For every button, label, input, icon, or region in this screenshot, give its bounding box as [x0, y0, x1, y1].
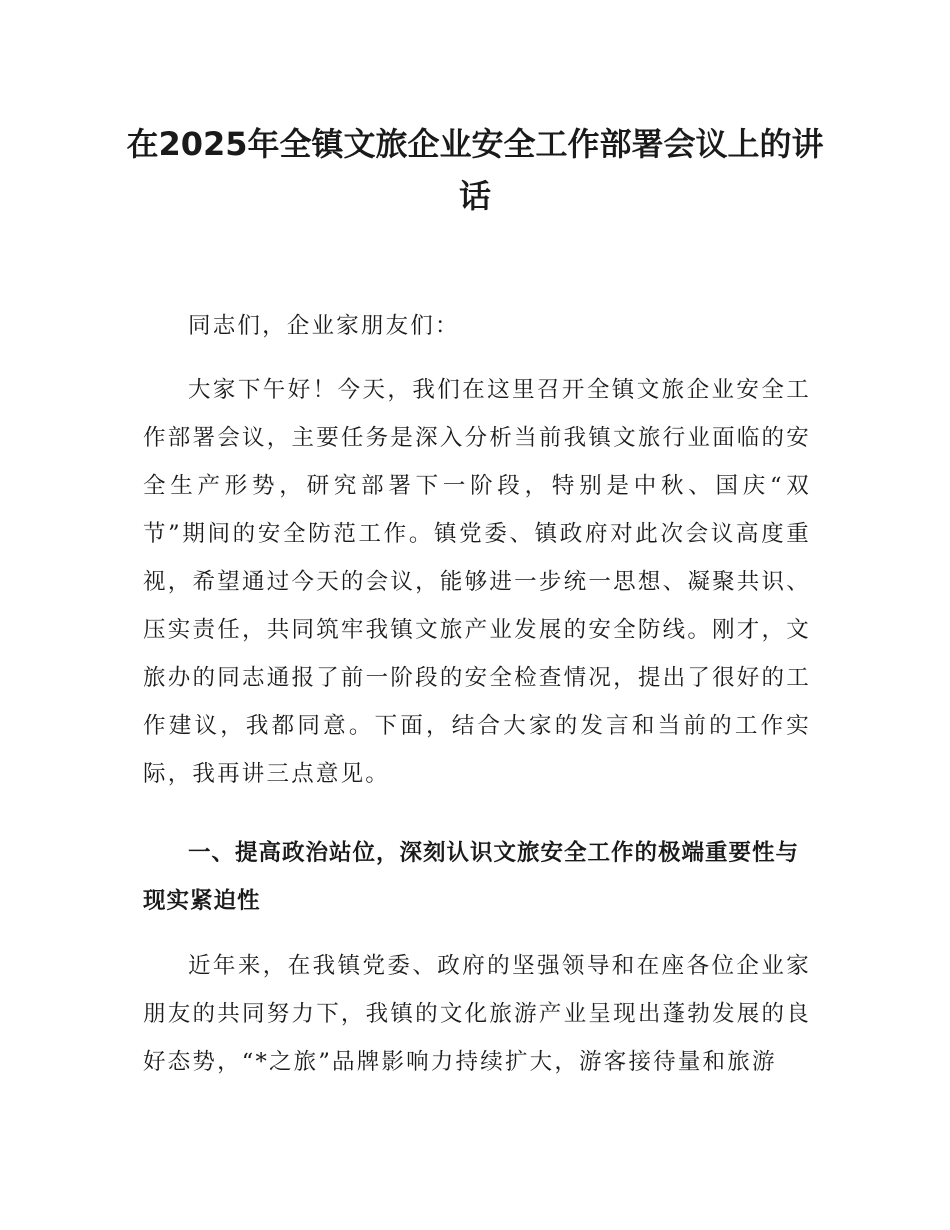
document-title: 在2025年全镇文旅企业安全工作部署会议上的讲话: [126, 125, 824, 215]
section-heading-1: 一、提高政治站位，深刻认识文旅安全工作的极端重要性与现实紧迫性: [143, 840, 800, 914]
section-1-paragraph: 近年来，在我镇党委、政府的坚强领导和在座各位企业家朋友的共同努力下，我镇的文化旅游产业呈现出蓬勃发展的良好态势，“*之旅”品牌影响力持续扩大，游客接待量和旅游: [143, 953, 811, 1075]
salutation: 同志们，企业家朋友们：: [188, 313, 460, 339]
opening-paragraph: 大家下午好！今天，我们在这里召开全镇文旅企业安全工作部署会议，主要任务是深入分析当前我镇文旅行业面临的安全生产形势，研究部署下一阶段，特别是中秋、国庆“双节”期间的安全防范工作。镇党委、镇政府对此次会议高度重视，希望通过今天的会议，能够进一步统一思想、凝聚共识、压实责任，共同筑牢我镇文旅产业发展的安全防线。刚才，文旅办的同志通报了前一阶段的安全检查情况，提出了很好的工作建议，我都同意。下面，结合大家的发言和当前的工作实际，我再讲三点意见。: [143, 377, 811, 787]
